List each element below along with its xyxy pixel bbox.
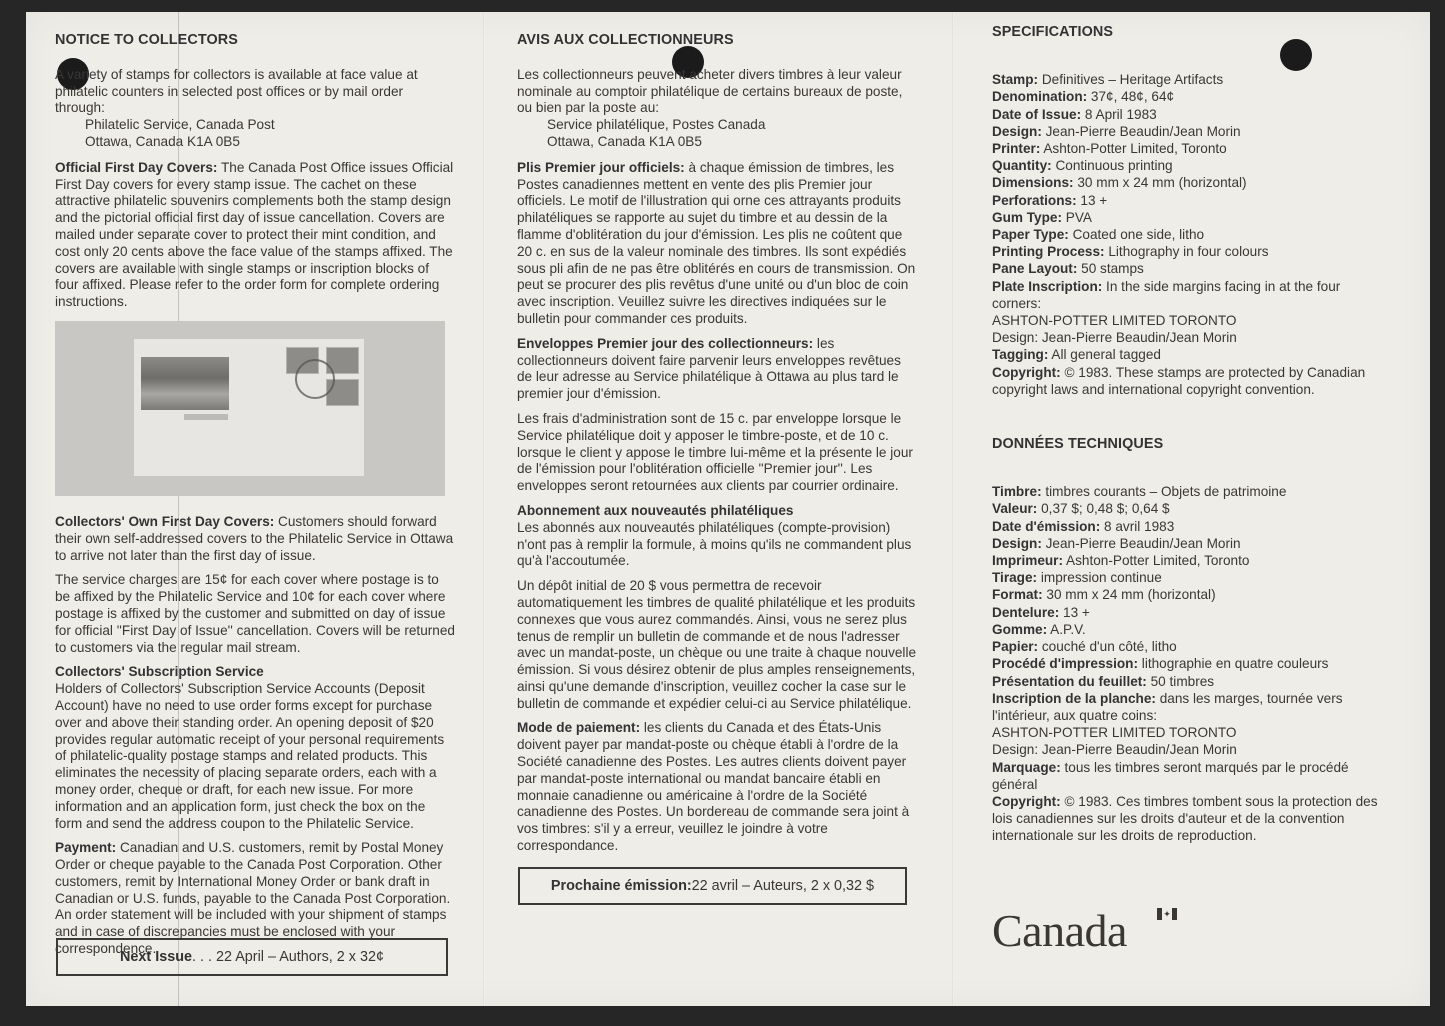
spec-row-label: Copyright: [992,364,1061,380]
donnees-row [992,535,1392,552]
donnees-row [992,655,1392,672]
french-intro: Les collectionneurs peuvent acheter divers timbres à leur valeur nominale au comptoir philatélique de certains bureaux de poste, ou bien par la poste au: [517,66,903,116]
donnees-row [992,518,1392,535]
donnees-row [992,690,1392,724]
donnees-row [992,673,1392,690]
spec-row [992,226,1392,243]
official-fdc-label: Official First Day Covers: [55,159,218,175]
donnees-row-value: timbres courants – Objets de patrimoine [1041,484,1287,500]
collectors-own-fdc-paragraph [55,514,455,564]
postmark-icon [295,359,335,399]
spec-row-value: Jean-Pierre Beaudin/Jean Morin [1041,123,1241,139]
donnees-row-value: dans les marges, tournée vers l'intérieur, aux quatre coins: [992,690,1343,723]
donnees-row-label: Format: [992,587,1043,603]
spec-row-label: Printing Process: [992,244,1105,260]
donnees-row-label: Date d'émission: [992,518,1101,534]
spec-row [992,192,1392,209]
canada-wordmark: Canada [992,905,1127,956]
donnees-row-label: Présentation du feuillet: [992,673,1147,689]
next-issue-label: Next Issue [120,949,192,965]
donnees-row-label: Inscription de la planche: [992,690,1156,706]
spec-row [992,312,1392,329]
french-address-line-1: Service philatélique, Postes Canada [547,117,766,133]
donnees-row-label: Copyright: [992,793,1061,809]
payment-text: Canadian and U.S. customers, remit by Postal Money Order or cheque payable to the Canada Post Corporation. Other customers, remit by International Money Order or bank draft in Canadian or U.S. funds, payable to the Canada Post Corporation. An order statement will be included with your shipment of stamps and in case of discrepancies must be enclosed with your correspondence. [55,840,451,957]
spec-row-label: Printer: [992,141,1041,157]
spec-row [992,123,1392,140]
donnees-row-value: ASHTON-POTTER LIMITED TORONTO [992,725,1237,741]
prochaine-emission-text: 22 avril – Auteurs, 2 x 0,32 $ [691,878,875,894]
donnees-row-value: Ashton-Potter Limited, Toronto [1063,553,1250,569]
spec-row [992,243,1392,260]
donnees-row-label: Valeur: [992,501,1038,517]
donnees-row-label: Design: [992,535,1042,551]
canada-wordmark-logo [992,904,1202,964]
spec-row [992,260,1392,277]
donnees-row-value: 30 mm x 24 mm (horizontal) [1042,587,1216,603]
donnees-row [992,569,1392,586]
donnees-row-value: © 1983. Ces timbres tombent sous la protection des lois canadiennes sur les droits d'auteur et de la convention internationale sur les droits de reproduction. [992,793,1378,844]
spec-row [992,71,1392,88]
specifications-panel [992,24,1392,845]
donnees-row [992,586,1392,603]
spec-row-label: Perforations: [992,192,1077,208]
donnees-row-value: Design: Jean-Pierre Beaudin/Jean Morin [992,742,1237,758]
english-title: NOTICE TO COLLECTORS [55,32,238,48]
enveloppes-label: Enveloppes Premier jour des collectionneurs: [517,335,814,351]
spec-row-label: Quantity: [992,158,1052,174]
collectors-own-fdc-text: Customers should forward their own self-addressed covers to the Philatelic Service in Ottawa to arrive not later than the first day of issue. [55,513,454,563]
service-charges-paragraph: The service charges are 15¢ for each cover where postage is to be affixed by the Philatelic Service and 10¢ for each cover where postage is affixed by the customer and submitted on day of issue for official ''First Day of Issue'' cancellation. Covers will be returned to customers via the regular mail stream. [55,572,455,655]
spec-row-value: Lithography in four colours [1104,244,1269,260]
donnees-row-label: Procédé d'impression: [992,656,1139,672]
paiement-label: Mode de paiement: [517,720,641,736]
spec-row-value: In the side margins facing in at the four corners: [992,278,1341,311]
spec-row-value: 13 + [1076,192,1108,208]
spec-row-label: Design: [992,123,1042,139]
donnees-row-label: Gomme: [992,621,1048,637]
english-address-line-2: Ottawa, Canada K1A 0B5 [85,133,240,149]
donnees-row [992,793,1392,845]
donnees-row [992,621,1392,638]
specifications-title: SPECIFICATIONS [992,24,1114,40]
plis-text: à chaque émission de timbres, les Postes canadiennes mettent en vente des plis Premier jour officiels. Le motif de l'illustration qui orne ces attrayants produits philatéliques se rapporte au sujet du timbre et au dessin de la flamme d'oblitération du jour d'émission. Les plis ne coûtent que 20 c. en sus de la valeur nominale des timbres. Ils sont expédiés sous pli afin de ne pas être oblitérés en cours de transmission. On peut se procurer des plis revêtus d'une unité ou d'un bloc de coin avec inscription. Veuillez suivre les directives indiquées sur le bulletin pour commander ces produits. [517,159,916,326]
abonnement-heading: Abonnement aux nouveautés philatéliques [517,502,794,518]
spec-row [992,346,1392,363]
spec-row-value: 8 April 1983 [1081,106,1157,122]
prochaine-emission-label: Prochaine émission: [550,878,692,894]
french-title: AVIS AUX COLLECTIONNEURS [517,32,734,48]
frais-paragraph: Les frais d'administration sont de 15 c. par enveloppe lorsque le Service philatélique doit y apposer le timbre-poste, et de 10 c. lorsque le client y appose le timbre lui-même et la présente le jour de l'émission pour l'oblitération officielle ''Premier jour''. Les enveloppes seront retournées aux clients par courrier ordinaire. [517,410,913,494]
spec-row-value: Design: Jean-Pierre Beaudin/Jean Morin [992,330,1237,346]
donnees-row-label: Timbre: [992,484,1042,500]
spec-row [992,209,1392,226]
specifications-list [992,71,1392,398]
spec-row-value: Continuous printing [1051,158,1173,174]
donnees-row-label: Papier: [992,639,1039,655]
donnees-row [992,552,1392,569]
spec-row-label: Pane Layout: [992,261,1078,277]
spec-row-label: Denomination: [992,89,1088,105]
spec-row-label: Paper Type: [992,227,1069,243]
spec-row [992,364,1392,398]
spec-row [992,174,1392,191]
french-address-line-2: Ottawa, Canada K1A 0B5 [547,133,702,149]
envelope-illustration [134,339,364,476]
official-fdc-text: The Canada Post Office issues Official First Day covers for every stamp issue. The cachet on these attractive philatelic souvenirs complements both the stamp design and the pictorial official first day of issue cancellation. Covers are mailed under separate cover to protect their mint condition, and cost only 20 cents above the face value of the stamps affixed. The covers are available with single stamps or inscription blocks of four affixed. Please refer to the order form for complete ordering instructions. [55,159,454,310]
donnees-row-label: Tirage: [992,570,1038,586]
donnees-row-label: Dentelure: [992,604,1060,620]
donnees-list [992,483,1392,844]
donnees-row [992,500,1392,517]
spec-row [992,278,1392,312]
paiement-paragraph [517,720,917,854]
donnees-row-value: 0,37 $; 0,48 $; 0,64 $ [1037,501,1170,517]
canada-flag-icon: ✦ [1157,908,1177,920]
english-panel [55,32,455,966]
spec-row-label: Dimensions: [992,175,1074,191]
cachet-caption [184,414,228,420]
donnees-row-value: Jean-Pierre Beaudin/Jean Morin [1041,535,1241,551]
spec-row-value: 50 stamps [1077,261,1144,277]
english-intro: A variety of stamps for collectors is available at face value at philatelic counters in selected post offices or by mail order through: [55,66,418,116]
donnees-row [992,638,1392,655]
donnees-row-value: impression continue [1037,570,1162,586]
spec-row [992,157,1392,174]
plis-label: Plis Premier jour officiels: [517,159,685,175]
spec-row-label: Plate Inscription: [992,278,1103,294]
spec-row-label: Tagging: [992,347,1049,363]
donnees-row-value: tous les timbres seront marqués par le procédé général [992,759,1349,792]
collectors-own-fdc-label: Collectors' Own First Day Covers: [55,513,275,529]
spec-row-value: © 1983. These stamps are protected by Canadian copyright laws and international copyright convention. [992,364,1366,397]
spec-row-value: 30 mm x 24 mm (horizontal) [1073,175,1247,191]
donnees-row [992,724,1392,741]
donnees-row [992,741,1392,758]
next-issue-box [56,938,448,976]
fold-line-right [952,12,954,1006]
donnees-row [992,604,1392,621]
spec-row [992,329,1392,346]
spec-row-value: 37¢, 48¢, 64¢ [1087,89,1175,105]
french-panel [517,32,917,863]
spec-row-label: Date of Issue: [992,106,1082,122]
first-day-cover-image [55,321,445,496]
spec-row [992,88,1392,105]
depot-paragraph: Un dépôt initial de 20 $ vous permettra de recevoir automatiquement les timbres de qualité philatélique et les produits connexes que vous aurez commandés. Ainsi, vous ne serez plus tenus de remplir un bulletin de commande et de nous l'adresser avec un mandat-poste, un chèque ou une traite à chaque nouvelle émission. Si vous désirez obtenir de plus amples renseignements, ainsi qu'une demande d'inscription, veuillez cocher la case sur le bulletin de commande et expédier celui-ci au Service philatélique. [517,578,917,711]
cachet-picture [141,357,229,410]
spec-row-value: Ashton-Potter Limited, Toronto [1040,141,1227,157]
donnees-row-value: couché d'un côté, litho [1038,639,1177,655]
donnees-row-label: Imprimeur: [992,553,1064,569]
donnees-row [992,759,1392,793]
leaflet-sheet [26,12,1430,1006]
donnees-row-value: 13 + [1059,604,1090,620]
plis-paragraph [517,160,917,328]
donnees-row-value: 8 avril 1983 [1100,518,1175,534]
spec-row-value: Definitives – Heritage Artifacts [1038,72,1224,88]
spec-row-value: All general tagged [1048,347,1161,363]
donnees-row [992,483,1392,500]
subscription-paragraph: Holders of Collectors' Subscription Service Accounts (Deposit Account) have no need to use order forms except for purchase over and above their standing order. An opening deposit of $20 provides regular automatic receipt of your personal requirements of philatelic-quality postage stamps and related products. This eliminates the necessity of placing separate orders, each with a money order, cheque or draft, for each new issue. For more information and an application form, just check the box on the form and send the address coupon to the Philatelic Service. [55,681,445,831]
enveloppes-paragraph [517,336,917,403]
abonnement-paragraph: Les abonnés aux nouveautés philatéliques (compte-provision) n'ont pas à remplir la formule, à moins qu'ils ne commandent plus qu'à l'accoutumée. [517,519,912,569]
enveloppes-text: les collectionneurs doivent faire parvenir leurs enveloppes revêtues de leur adresse au Service philatélique à Ottawa au plus tard le premier jour d'émission. [517,335,901,402]
donnees-row-value: A.P.V. [1047,621,1086,637]
spec-row-value: ASHTON-POTTER LIMITED TORONTO [992,313,1237,329]
spec-row-value: PVA [1062,209,1092,225]
paiement-text: les clients du Canada et des États-Unis doivent payer par mandat-poste ou chèque établi à l'ordre de la Société canadienne des Postes. Les autres clients doivent payer par mandat-poste international ou mandat bancaire établi en monnaie canadienne ou américaine à l'ordre de la Société canadienne des Postes. Un bordereau de commande sera joint à vos timbres: s'il y a erreur, veuillez le joindre à votre correspondance. [517,720,910,854]
spec-row-value: Coated one side, litho [1068,227,1205,243]
english-address-line-1: Philatelic Service, Canada Post [85,117,275,133]
spec-row-label: Gum Type: [992,209,1062,225]
spec-row-label: Stamp: [992,72,1039,88]
donnees-row-value: 50 timbres [1146,673,1215,689]
donnees-title: DONNÉES TECHNIQUES [992,436,1164,453]
spec-row [992,140,1392,157]
next-issue-text: . . . 22 April – Authors, 2 x 32¢ [192,949,384,965]
subscription-heading: Collectors' Subscription Service [55,664,264,680]
official-fdc-paragraph [55,160,455,311]
donnees-row-label: Marquage: [992,759,1061,775]
fold-line-left [483,12,485,1006]
spec-row [992,106,1392,123]
prochaine-emission-box [518,867,907,905]
donnees-row-value: lithographie en quatre couleurs [1138,656,1329,672]
payment-label: Payment: [55,840,117,856]
